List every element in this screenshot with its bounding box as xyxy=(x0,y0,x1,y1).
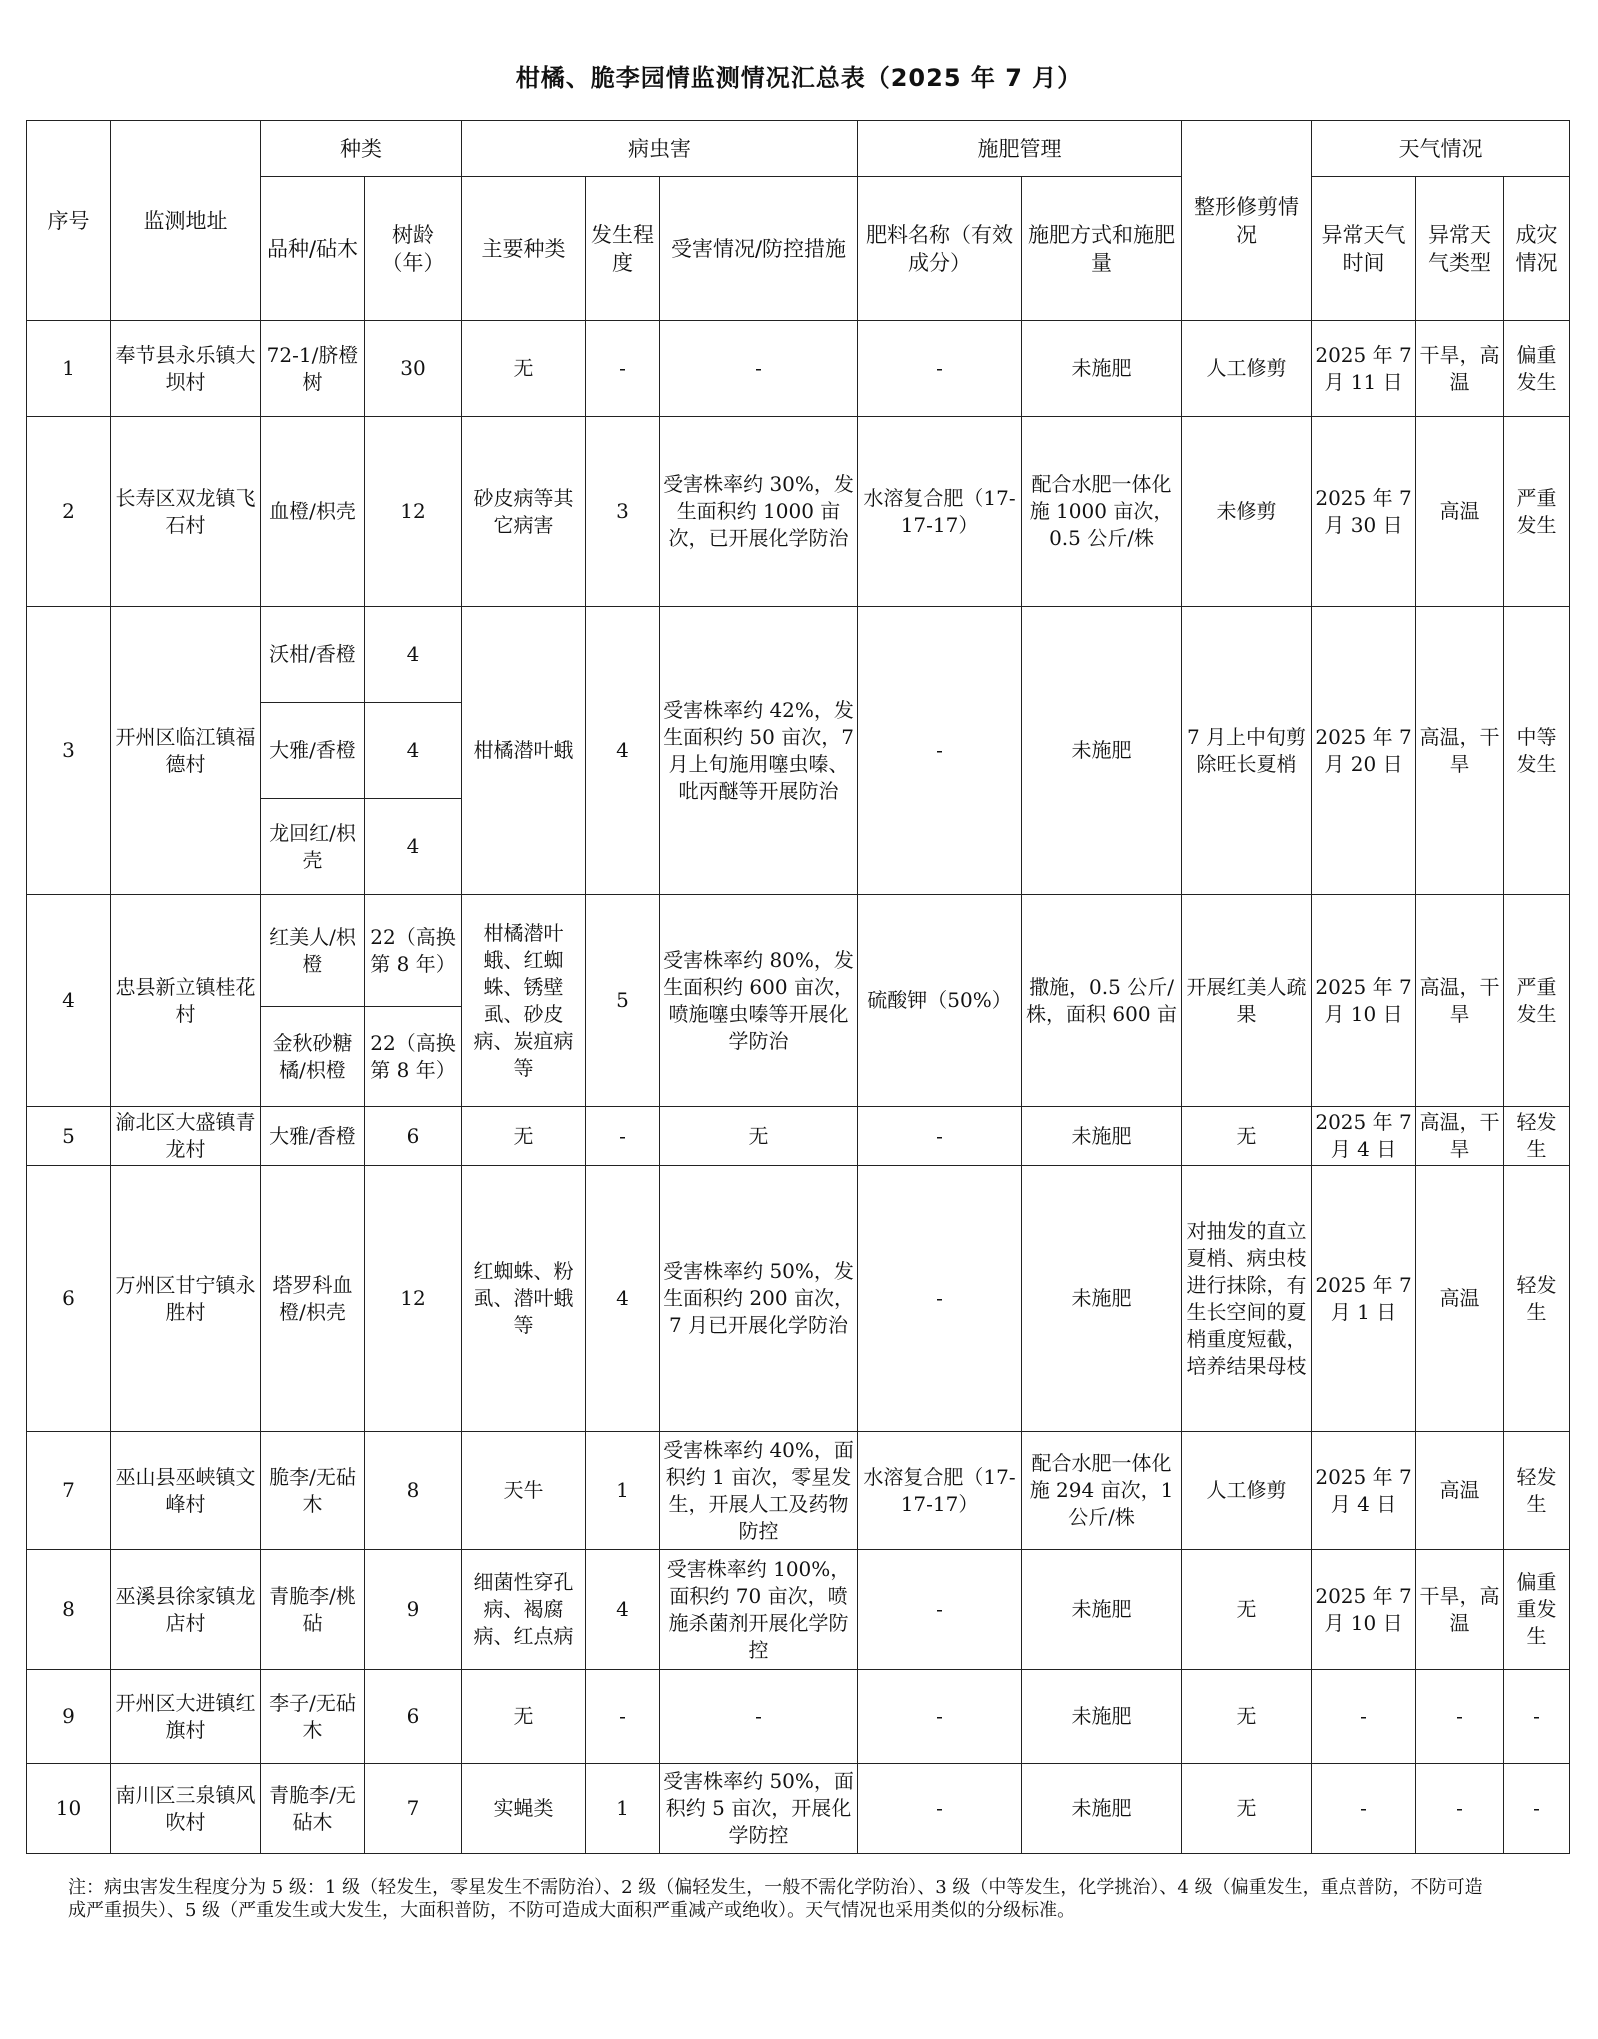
cell-disaster: 轻发生 xyxy=(1504,1166,1570,1432)
cell-main-type: 红蜘蛛、粉虱、潜叶蛾等 xyxy=(462,1166,586,1432)
cell-age: 4 xyxy=(365,703,462,799)
header-main-type: 主要种类 xyxy=(462,177,586,321)
cell-fert-method: 未施肥 xyxy=(1022,1166,1182,1432)
cell-seq: 8 xyxy=(27,1550,111,1670)
cell-disaster: 严重发生 xyxy=(1504,895,1570,1107)
cell-degree: 4 xyxy=(586,607,660,895)
table-row xyxy=(27,417,1570,607)
cell-variety: 大雅/香橙 xyxy=(261,703,365,799)
cell-abnormal-time: 2025 年 7 月 10 日 xyxy=(1312,895,1416,1107)
cell-pruning: 未修剪 xyxy=(1182,417,1312,607)
cell-main-type: 细菌性穿孔病、褐腐病、红点病 xyxy=(462,1550,586,1670)
cell-degree: 5 xyxy=(586,895,660,1107)
cell-abnormal-type: - xyxy=(1416,1764,1504,1854)
cell-abnormal-time: - xyxy=(1312,1764,1416,1854)
cell-age: 4 xyxy=(365,607,462,703)
cell-main-type: 无 xyxy=(462,321,586,417)
cell-disaster: 偏重发生 xyxy=(1504,321,1570,417)
cell-damage: - xyxy=(660,1670,858,1764)
cell-seq: 10 xyxy=(27,1764,111,1854)
header-damage: 受害情况/防控措施 xyxy=(660,177,858,321)
cell-seq: 1 xyxy=(27,321,111,417)
cell-fert-method: 撒施，0.5 公斤/株，面积 600 亩 xyxy=(1022,895,1182,1107)
cell-abnormal-type: - xyxy=(1416,1670,1504,1764)
cell-degree: 1 xyxy=(586,1432,660,1550)
header-fert-method: 施肥方式和施肥量 xyxy=(1022,177,1182,321)
monitoring-summary-table xyxy=(26,120,1570,1854)
cell-damage: - xyxy=(660,321,858,417)
header-abnormal-type: 异常天气类型 xyxy=(1416,177,1504,321)
cell-fert-name: - xyxy=(858,1764,1022,1854)
cell-age: 6 xyxy=(365,1670,462,1764)
cell-variety: 金秋砂糖橘/枳橙 xyxy=(261,1007,365,1107)
cell-location: 巫山县巫峡镇文峰村 xyxy=(111,1432,261,1550)
cell-fert-method: 未施肥 xyxy=(1022,1670,1182,1764)
cell-degree: 1 xyxy=(586,1764,660,1854)
cell-fert-name: - xyxy=(858,321,1022,417)
cell-seq: 7 xyxy=(27,1432,111,1550)
cell-disaster: 轻发生 xyxy=(1504,1432,1570,1550)
cell-abnormal-time: 2025 年 7 月 20 日 xyxy=(1312,607,1416,895)
cell-variety: 青脆李/无砧木 xyxy=(261,1764,365,1854)
table-row xyxy=(27,895,1570,1007)
cell-main-type: 柑橘潜叶蛾 xyxy=(462,607,586,895)
cell-age: 12 xyxy=(365,417,462,607)
cell-abnormal-time: 2025 年 7 月 1 日 xyxy=(1312,1166,1416,1432)
cell-fert-method: 未施肥 xyxy=(1022,1764,1182,1854)
cell-seq: 2 xyxy=(27,417,111,607)
cell-variety: 青脆李/桃砧 xyxy=(261,1550,365,1670)
header-variety: 品种/砧木 xyxy=(261,177,365,321)
cell-age: 12 xyxy=(365,1166,462,1432)
cell-abnormal-type: 高温，干旱 xyxy=(1416,1107,1504,1166)
cell-abnormal-type: 干旱，高温 xyxy=(1416,1550,1504,1670)
table-body xyxy=(27,321,1570,1854)
cell-variety: 塔罗科血橙/枳壳 xyxy=(261,1166,365,1432)
cell-variety: 血橙/枳壳 xyxy=(261,417,365,607)
cell-damage: 受害株率约 40%，面积约 1 亩次，零星发生，开展人工及药物防控 xyxy=(660,1432,858,1550)
cell-pruning: 7 月上中旬剪除旺长夏梢 xyxy=(1182,607,1312,895)
cell-damage: 受害株率约 50%，发生面积约 200 亩次，7 月已开展化学防治 xyxy=(660,1166,858,1432)
cell-variety: 72-1/脐橙树 xyxy=(261,321,365,417)
cell-disaster: 轻发生 xyxy=(1504,1107,1570,1166)
cell-main-type: 无 xyxy=(462,1670,586,1764)
cell-fert-name: 水溶复合肥（17-17-17） xyxy=(858,1432,1022,1550)
cell-disaster: - xyxy=(1504,1670,1570,1764)
cell-age: 6 xyxy=(365,1107,462,1166)
cell-damage: 无 xyxy=(660,1107,858,1166)
cell-age: 7 xyxy=(365,1764,462,1854)
header-age: 树龄（年） xyxy=(365,177,462,321)
table-row xyxy=(27,1166,1570,1432)
cell-degree: 4 xyxy=(586,1166,660,1432)
cell-age: 8 xyxy=(365,1432,462,1550)
cell-fert-name: - xyxy=(858,1550,1022,1670)
cell-location: 巫溪县徐家镇龙店村 xyxy=(111,1550,261,1670)
cell-seq: 3 xyxy=(27,607,111,895)
cell-pruning: 无 xyxy=(1182,1670,1312,1764)
cell-pruning: 对抽发的直立夏梢、病虫枝进行抹除，有生长空间的夏梢重度短截，培养结果母枝 xyxy=(1182,1166,1312,1432)
cell-pruning: 人工修剪 xyxy=(1182,1432,1312,1550)
cell-fert-method: 未施肥 xyxy=(1022,321,1182,417)
cell-variety: 红美人/枳橙 xyxy=(261,895,365,1007)
cell-abnormal-time: - xyxy=(1312,1670,1416,1764)
cell-location: 忠县新立镇桂花村 xyxy=(111,895,261,1107)
cell-location: 长寿区双龙镇飞石村 xyxy=(111,417,261,607)
cell-seq: 5 xyxy=(27,1107,111,1166)
cell-abnormal-type: 高温，干旱 xyxy=(1416,607,1504,895)
cell-abnormal-time: 2025 年 7 月 30 日 xyxy=(1312,417,1416,607)
cell-disaster: 中等发生 xyxy=(1504,607,1570,895)
header-group-species: 种类 xyxy=(261,121,462,177)
cell-degree: - xyxy=(586,1107,660,1166)
cell-main-type: 柑橘潜叶蛾、红蜘蛛、锈壁虱、砂皮病、炭疽病等 xyxy=(462,895,586,1107)
cell-location: 奉节县永乐镇大坝村 xyxy=(111,321,261,417)
header-group-pest: 病虫害 xyxy=(462,121,858,177)
table-row xyxy=(27,1764,1570,1854)
cell-abnormal-type: 干旱，高温 xyxy=(1416,321,1504,417)
cell-age: 4 xyxy=(365,799,462,895)
cell-age: 30 xyxy=(365,321,462,417)
table-row xyxy=(27,1107,1570,1166)
cell-abnormal-time: 2025 年 7 月 11 日 xyxy=(1312,321,1416,417)
cell-abnormal-type: 高温 xyxy=(1416,417,1504,607)
table-row xyxy=(27,1432,1570,1550)
table-row xyxy=(27,1550,1570,1670)
cell-degree: - xyxy=(586,321,660,417)
cell-variety: 沃柑/香橙 xyxy=(261,607,365,703)
cell-damage: 受害株率约 100%，面积约 70 亩次，喷施杀菌剂开展化学防控 xyxy=(660,1550,858,1670)
cell-disaster: - xyxy=(1504,1764,1570,1854)
cell-fert-method: 配合水肥一体化施 294 亩次，1 公斤/株 xyxy=(1022,1432,1182,1550)
cell-degree: - xyxy=(586,1670,660,1764)
cell-damage: 受害株率约 42%，发生面积约 50 亩次，7 月上旬施用噻虫嗪、吡丙醚等开展防治 xyxy=(660,607,858,895)
cell-variety: 大雅/香橙 xyxy=(261,1107,365,1166)
cell-degree: 3 xyxy=(586,417,660,607)
footnote: 注：病虫害发生程度分为 5 级：1 级（轻发生，零星发生不需防治）、2 级（偏轻发生，一般不需化学防治）、3 级（中等发生，化学挑治）、4 级（偏重发生，重点普防，不防可造成严重损失）、5 级（严重发生或大发生，大面积普防，不防可造成大面积严重减产或绝收）。天气情况也采用类似的分级标准。 xyxy=(68,1877,1483,1921)
cell-fert-method: 未施肥 xyxy=(1022,607,1182,895)
header-disaster: 成灾情况 xyxy=(1504,177,1570,321)
cell-main-type: 无 xyxy=(462,1107,586,1166)
cell-age: 22（高换第 8 年） xyxy=(365,895,462,1007)
header-seq: 序号 xyxy=(27,121,111,321)
page-title: 柑橘、脆李园情监测情况汇总表（2025 年 7 月） xyxy=(515,64,1083,92)
cell-fert-name: - xyxy=(858,607,1022,895)
header-abnormal-time: 异常天气时间 xyxy=(1312,177,1416,321)
cell-fert-name: - xyxy=(858,1107,1022,1166)
cell-variety: 龙回红/枳壳 xyxy=(261,799,365,895)
cell-pruning: 开展红美人疏果 xyxy=(1182,895,1312,1107)
cell-abnormal-type: 高温 xyxy=(1416,1166,1504,1432)
cell-disaster: 严重发生 xyxy=(1504,417,1570,607)
header-group-fertilization: 施肥管理 xyxy=(858,121,1182,177)
cell-main-type: 砂皮病等其它病害 xyxy=(462,417,586,607)
cell-location: 万州区甘宁镇永胜村 xyxy=(111,1166,261,1432)
cell-fert-name: 硫酸钾（50%） xyxy=(858,895,1022,1107)
cell-location: 开州区临江镇福德村 xyxy=(111,607,261,895)
cell-damage: 受害株率约 80%，发生面积约 600 亩次，喷施噻虫嗪等开展化学防治 xyxy=(660,895,858,1107)
cell-fert-name: - xyxy=(858,1166,1022,1432)
cell-fert-name: 水溶复合肥（17-17-17） xyxy=(858,417,1022,607)
cell-main-type: 实蝇类 xyxy=(462,1764,586,1854)
cell-seq: 4 xyxy=(27,895,111,1107)
table-row xyxy=(27,607,1570,703)
cell-pruning: 无 xyxy=(1182,1764,1312,1854)
table-row xyxy=(27,321,1570,417)
header-degree: 发生程度 xyxy=(586,177,660,321)
table-header xyxy=(27,121,1570,321)
cell-location: 渝北区大盛镇青龙村 xyxy=(111,1107,261,1166)
cell-abnormal-type: 高温，干旱 xyxy=(1416,895,1504,1107)
cell-variety: 李子/无砧木 xyxy=(261,1670,365,1764)
cell-pruning: 人工修剪 xyxy=(1182,321,1312,417)
cell-seq: 6 xyxy=(27,1166,111,1432)
cell-disaster: 偏重重发生 xyxy=(1504,1550,1570,1670)
cell-variety: 脆李/无砧木 xyxy=(261,1432,365,1550)
cell-abnormal-time: 2025 年 7 月 10 日 xyxy=(1312,1550,1416,1670)
header-fert-name: 肥料名称（有效成分） xyxy=(858,177,1022,321)
header-group-weather: 天气情况 xyxy=(1312,121,1570,177)
cell-age: 9 xyxy=(365,1550,462,1670)
cell-damage: 受害株率约 50%，面积约 5 亩次，开展化学防控 xyxy=(660,1764,858,1854)
header-location: 监测地址 xyxy=(111,121,261,321)
cell-degree: 4 xyxy=(586,1550,660,1670)
cell-seq: 9 xyxy=(27,1670,111,1764)
cell-main-type: 天牛 xyxy=(462,1432,586,1550)
cell-fert-method: 配合水肥一体化施 1000 亩次，0.5 公斤/株 xyxy=(1022,417,1182,607)
cell-pruning: 无 xyxy=(1182,1107,1312,1166)
table-row xyxy=(27,1670,1570,1764)
cell-location: 南川区三泉镇风吹村 xyxy=(111,1764,261,1854)
cell-fert-method: 未施肥 xyxy=(1022,1107,1182,1166)
cell-pruning: 无 xyxy=(1182,1550,1312,1670)
header-pruning: 整形修剪情况 xyxy=(1182,121,1312,321)
cell-abnormal-time: 2025 年 7 月 4 日 xyxy=(1312,1432,1416,1550)
cell-damage: 受害株率约 30%，发生面积约 1000 亩次，已开展化学防治 xyxy=(660,417,858,607)
cell-abnormal-time: 2025 年 7 月 4 日 xyxy=(1312,1107,1416,1166)
cell-fert-method: 未施肥 xyxy=(1022,1550,1182,1670)
cell-abnormal-type: 高温 xyxy=(1416,1432,1504,1550)
cell-age: 22（高换第 8 年） xyxy=(365,1007,462,1107)
cell-location: 开州区大进镇红旗村 xyxy=(111,1670,261,1764)
cell-fert-name: - xyxy=(858,1670,1022,1764)
